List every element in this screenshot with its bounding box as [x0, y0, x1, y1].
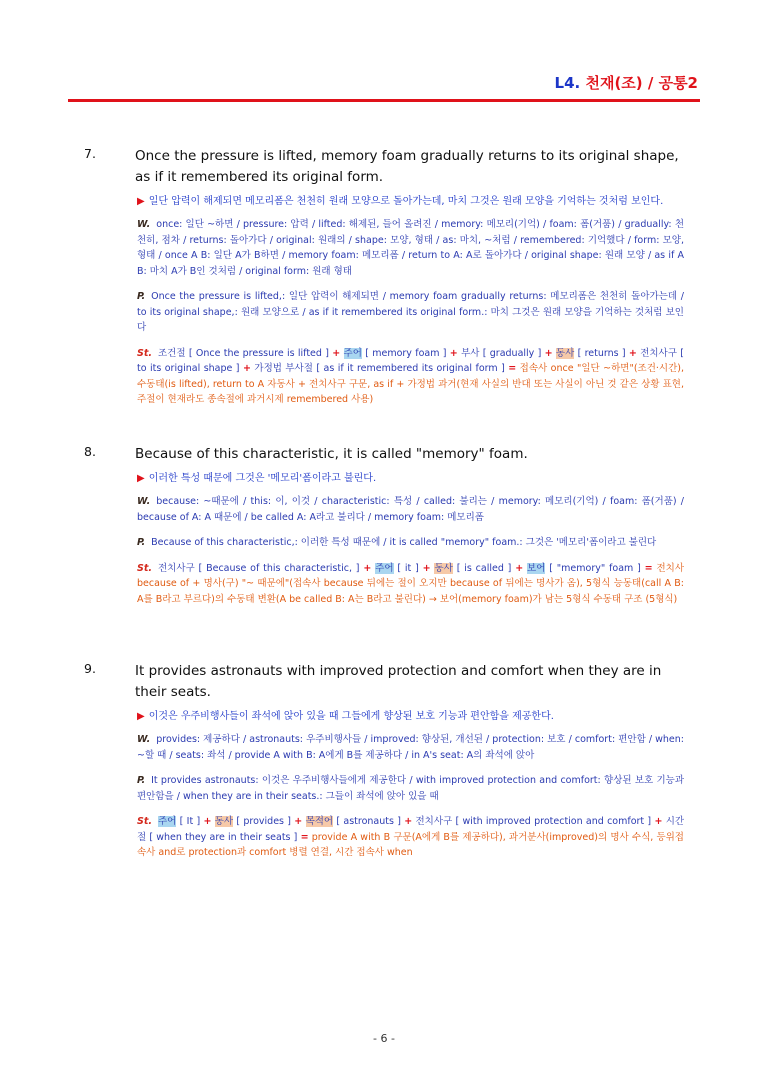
sentence-item-8: [84, 444, 684, 607]
word-list: W. provides: 제공하다 / astronauts: 우주비행사들 / improved: 향상된, 개선된 / protection: 보호 / comfort: 편안함 / when: ~할 때 / seats: 좌석 / provide A with B: A에게 B를 제공하다 / in A's seat: A의 좌석에 앉아: [137, 734, 684, 761]
structure-analysis: St. 전치사구 [ Because of this characteristic, ] + 주어 [ it ] + 동사 [ is called ] + 보어 [ "memory" foam ] = 전치사 because of + 명사(구) "~ 때문에"(접속사 because 뒤에는 절이 오지만 because of 뒤에는 명사가 옴), 5형식 능동태(call A B: A를 B라고 부르다)의 수동태 변환(A be called B: A는 B라고 불린다) → 보어(memory foam)가 남는 5형식 수동태 구조 (5형식): [137, 562, 685, 605]
header-rule: [68, 99, 700, 102]
english-sentence: Because of this characteristic, it is called "memory" foam.: [135, 446, 528, 462]
w-label: W.: [137, 219, 151, 230]
arrow-icon: ▶: [137, 711, 145, 722]
st-label: St.: [137, 347, 152, 359]
p-label: P.: [137, 537, 146, 548]
english-sentence: It provides astronauts with improved protection and comfort when they are in their seats.: [135, 663, 662, 700]
page-number: - 6 -: [373, 1032, 395, 1045]
item-number: 8.: [84, 444, 96, 459]
phrase-list: P. It provides astronauts: 이것은 우주비행사들에게 제공한다 / with improved protection and comfort: 향상된 보호 기능과 편안함을 / when they are in their seats.: 그들이 좌석에 앉아 있을 때: [137, 775, 684, 802]
korean-translation: ▶ 이것은 우주비행사들이 좌석에 앉아 있을 때 그들에게 향상된 보호 기능과 편안함을 제공한다.: [137, 711, 554, 722]
item-number: 7.: [84, 146, 96, 161]
lesson-number: L4.: [554, 74, 581, 92]
item-number: 9.: [84, 661, 96, 676]
arrow-icon: ▶: [137, 473, 145, 484]
structure-analysis: St. 조건절 [ Once the pressure is lifted ] + 주어 [ memory foam ] + 부사 [ gradually ] + 동사 [ returns ] + 전치사구 [ to its original shape ] + 가정법 부사절 [ as if it remembered its original form ] = 접속사 once "일단 ~하면"(조건·시간), 수동태(is lifted), return to A 자동사 + 전치사구 구문, as if + 가정법 과거(현재 사실의 반대 또는 사실이 아닌 것 같은 상황 표현, 주절이 현재라도 종속절에 과거시제 remembered 사용): [137, 347, 684, 405]
lesson-header: [555, 72, 698, 93]
word-list: W. once: 일단 ~하면 / pressure: 압력 / lifted: 해제된, 들어 올려진 / memory: 메모리(기억) / foam: 폼(거품) / gradually: 천천히, 점차 / returns: 돌아가다 / original: 원래의 / shape: 모양, 형태 / as: 마치, ~처럼 / remembered: 기억했다 / form: 모양, 형태 / once A B: 일단 A가 B하면 / memory foam: 메모리폼 / return to A: A로 돌아가다 / original shape: 원래 모양 / as if A B: 마치 A가 B인 것처럼 / original form: 원래 형태: [137, 219, 684, 277]
structure-analysis: St. 주어 [ It ] + 동사 [ provides ] + 목적어 [ astronauts ] + 전치사구 [ with improved protection and comfort ] + 시간절 [ when they are in their seats ] = provide A with B 구문(A에게 B를 제공하다), 과거분사(improved)의 명사 수식, 등위접속사 and로 protection과 comfort 병렬 연결, 시간 접속사 when: [137, 816, 685, 858]
phrase-list: P. Because of this characteristic,: 이러한 특성 때문에 / it is called "memory" foam.: 그것은 '메모리'폼이라고 불린다: [137, 537, 657, 548]
p-label: P.: [137, 291, 146, 302]
p-label: P.: [137, 775, 146, 786]
word-list: W. because: ~때문에 / this: 이, 이것 / characteristic: 특성 / called: 불리는 / memory: 메모리(기억) / foam: 폼(거품) / because of A: A 때문에 / be called A: A라고 불리다 / memory foam: 메모리폼: [137, 496, 684, 523]
lesson-title: 천재(조) / 공통2: [585, 74, 698, 92]
st-label: St.: [137, 816, 152, 827]
st-label: St.: [137, 562, 152, 574]
phrase-list: P. Once the pressure is lifted,: 일단 압력이 해제되면 / memory foam gradually returns: 메모리폼은 천천히 돌아가는데 / to its original shape,: 원래 모양으로 / as if it remembered its original form.: 마치 그것은 원래 모양을 기억하는 것처럼 보인다: [137, 291, 684, 333]
w-label: W.: [137, 496, 151, 507]
sentence-item-9: [84, 661, 684, 861]
korean-translation: ▶ 이러한 특성 때문에 그것은 '메모리'폼이라고 불린다.: [137, 473, 377, 484]
english-sentence: Once the pressure is lifted, memory foam gradually returns to its original shape, as if it remembered its original form.: [135, 148, 679, 185]
arrow-icon: ▶: [137, 196, 145, 207]
w-label: W.: [137, 734, 151, 745]
korean-translation: ▶ 일단 압력이 해제되면 메모리폼은 천천히 원래 모양으로 돌아가는데, 마치 그것은 원래 모양을 기억하는 것처럼 보인다.: [137, 196, 664, 207]
sentence-item-7: [84, 146, 684, 408]
